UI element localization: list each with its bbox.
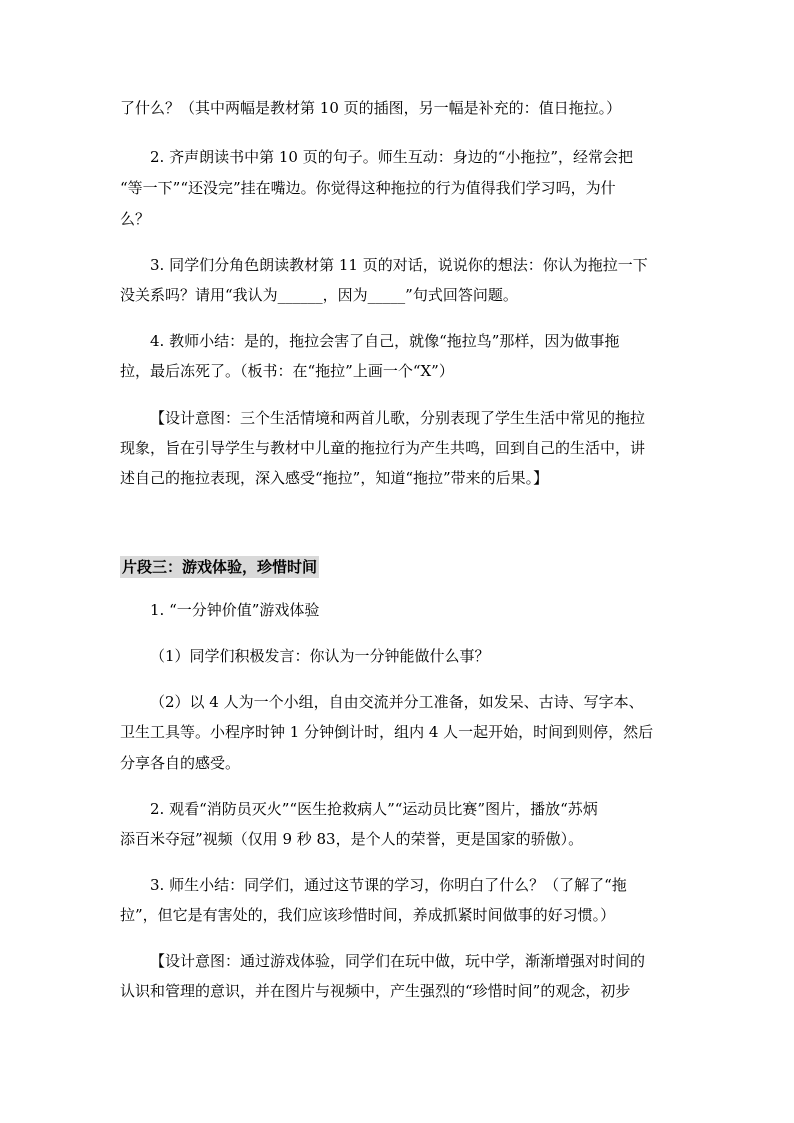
text-line: （1）同学们积极发言：你认为一分钟能做什么事？ (150, 647, 490, 665)
text-line: 4. 教师小结：是的，拖拉会害了自己，就像“拖拉鸟”那样，因为做事拖 (150, 332, 620, 350)
text-line: （2）以 4 人为一个小组，自由交流并分工准备，如发呆、古诗、写字本、 (150, 693, 644, 711)
text-line: 3. 师生小结：同学们，通过这节课的学习，你明白了什么？（了解了“拖 (150, 876, 627, 894)
text-line: 3. 同学们分角色朗读教材第 11 页的对话，说说你的想法：你认为拖拉一下 (150, 256, 648, 274)
text-line: 【设计意图：通过游戏体验，同学们在玩中做，玩中学，渐渐增强对时间的 (150, 952, 646, 970)
text-line: 2. 齐声朗读书中第 10 页的句子。师生互动：身边的“小拖拉”，经常会把 (150, 148, 634, 166)
text-line: 认识和管理的意识，并在图片与视频中，产生强烈的“珍惜时间”的观念，初步 (120, 982, 631, 1000)
text-line: 述自己的拖拉表现，深入感受“拖拉”，知道“拖拉”带来的后果。】 (120, 469, 549, 487)
text-line: 添百米夺冠”视频（仅用 9 秒 83，是个人的荣誉，更是国家的骄傲）。 (120, 830, 584, 848)
text-line: 现象，旨在引导学生与教材中儿童的拖拉行为产生共鸣，回到自己的生活中，讲 (120, 439, 646, 457)
text-line: 1. “一分钟价值”游戏体验 (150, 601, 320, 619)
text-line: 拉，最后冻死了。（板书：在“拖拉”上画一个“X”） (120, 362, 454, 380)
section-heading: 片段三：游戏体验，珍惜时间 (122, 558, 318, 576)
text-line: 么？ (120, 210, 151, 228)
text-line: 分享各自的感受。 (120, 754, 241, 772)
text-line: 了什么？（其中两幅是教材第 10 页的插图，另一幅是补充的：值日拖拉。） (120, 99, 622, 117)
text-line: 卫生工具等。小程序时钟 1 分钟倒计时，组内 4 人一起开始，时间到则停，然后 (120, 723, 654, 741)
text-line: “等一下”“还没完”挂在嘴边。你觉得这种拖拉的行为值得我们学习吗，为什 (120, 179, 616, 197)
text-line: 没关系吗？请用“我认为______，因为_____”句式回答问题。 (120, 286, 518, 304)
text-line: 拉”，但它是有害处的，我们应该珍惜时间，养成抓紧时间做事的好习惯。） (120, 906, 616, 924)
text-line: 【设计意图：三个生活情境和两首儿歌，分别表现了学生生活中常见的拖拉 (150, 409, 646, 427)
text-line: 2. 观看“消防员灭火”“医生抢救病人”“运动员比赛”图片，播放“苏炳 (150, 800, 598, 818)
